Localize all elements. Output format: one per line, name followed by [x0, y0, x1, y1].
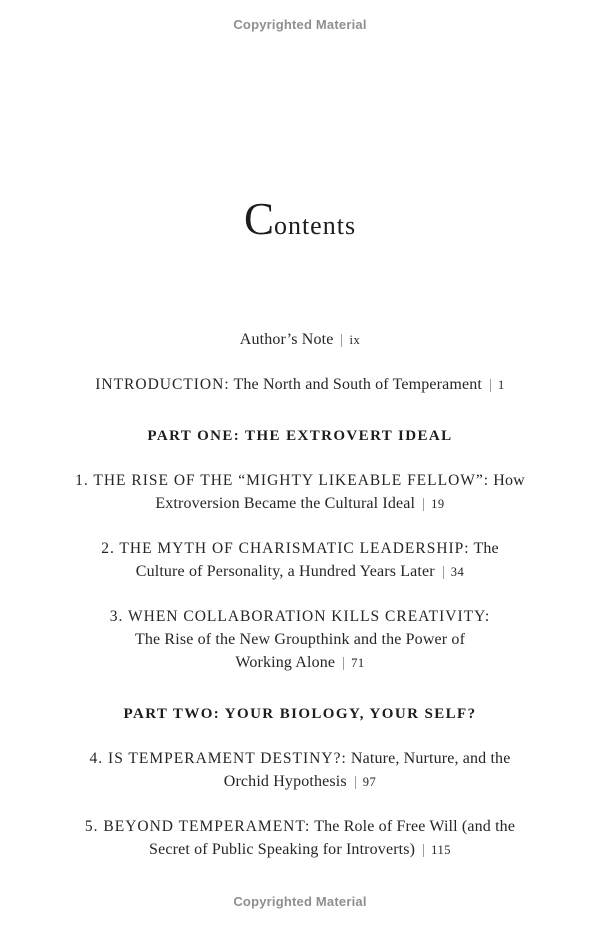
page-number: 97: [362, 775, 377, 789]
toc-entry-line: [0, 770, 600, 794]
separator-bar: |: [342, 655, 345, 671]
toc-entry-chapter-5: [0, 815, 600, 862]
toc-entry-line: [0, 373, 600, 397]
page-number: 19: [431, 497, 445, 511]
toc-entry-text: Culture of Personality, a Hundred Years Later: [135, 563, 435, 580]
toc-entry-line: [0, 492, 600, 516]
copyright-notice-bottom: Copyrighted Material: [233, 894, 367, 909]
toc-entry-chapter-4: [0, 747, 600, 794]
toc-entry-text: The Rise of the New Groupthink and the Power of: [134, 631, 466, 648]
toc-entry-text: How: [489, 472, 525, 489]
toc-entry-caps: 5. BEYOND TEMPERAMENT:: [84, 818, 311, 835]
toc-entry-chapter-3: [0, 605, 600, 675]
page-title: [0, 0, 600, 248]
toc-entry-line: [0, 838, 600, 862]
part-heading-text: PART TWO: YOUR BIOLOGY, YOUR SELF?: [123, 706, 477, 722]
separator-bar: |: [489, 377, 492, 393]
toc-entry-introduction: [0, 373, 600, 397]
toc-entry-line: [0, 560, 600, 584]
separator-bar: |: [442, 564, 445, 580]
toc-entry-text: Orchid Hypothesis: [223, 773, 347, 790]
separator-bar: |: [340, 332, 343, 348]
toc-entry-caps: 1. THE RISE OF THE “MIGHTY LIKEABLE FELLOW”:: [75, 472, 490, 489]
separator-bar: |: [422, 496, 425, 512]
toc-entry-chapter-2: [0, 537, 600, 584]
toc-entry-text: Nature, Nurture, and the: [346, 750, 511, 767]
copyright-notice-top: Copyrighted Material: [233, 17, 367, 32]
separator-bar: |: [354, 774, 357, 790]
title-rest: ontents: [273, 211, 357, 240]
toc-entry-line: [0, 328, 600, 352]
table-of-contents: [0, 328, 600, 862]
toc-entry-caps: 2. THE MYTH OF CHARISMATIC LEADERSHIP:: [101, 540, 470, 557]
title-drop-cap: C: [243, 194, 274, 244]
toc-entry-line: [0, 469, 600, 492]
toc-entry-line: [0, 537, 600, 560]
toc-entry-authors-note: [0, 328, 600, 352]
separator-bar: |: [422, 842, 425, 858]
toc-entry-line: [0, 605, 600, 628]
toc-entry-text: Author’s Note: [239, 331, 334, 348]
page-number: ix: [349, 333, 361, 347]
toc-entry-text: The: [469, 540, 499, 557]
toc-entry-chapter-1: [0, 469, 600, 516]
toc-entry-caps: 4. IS TEMPERAMENT DESTINY?:: [89, 750, 347, 767]
toc-entry-line: [0, 747, 600, 770]
toc-entry-text: Extroversion Became the Cultural Ideal: [155, 495, 416, 512]
toc-entry-caps: 3. WHEN COLLABORATION KILLS CREATIVITY:: [109, 608, 491, 625]
toc-part-two-heading: [0, 703, 600, 726]
toc-entry-text: Secret of Public Speaking for Introverts): [149, 841, 416, 858]
toc-entry-line: [0, 815, 600, 838]
toc-entry-text: Working Alone: [235, 654, 336, 671]
page-number: 34: [450, 565, 465, 579]
toc-entry-caps: INTRODUCTION:: [95, 376, 230, 393]
toc-entry-text: The Role of Free Will (and the: [310, 818, 516, 835]
toc-part-one-heading: [0, 425, 600, 448]
part-heading-text: PART ONE: THE EXTROVERT IDEAL: [147, 428, 453, 444]
page-number: 1: [498, 378, 505, 392]
toc-entry-line: [0, 651, 600, 675]
page-number: 115: [431, 843, 451, 857]
toc-entry-text: The North and South of Temperament: [229, 376, 482, 393]
toc-entry-line: [0, 628, 600, 651]
page-number: 71: [351, 656, 365, 670]
